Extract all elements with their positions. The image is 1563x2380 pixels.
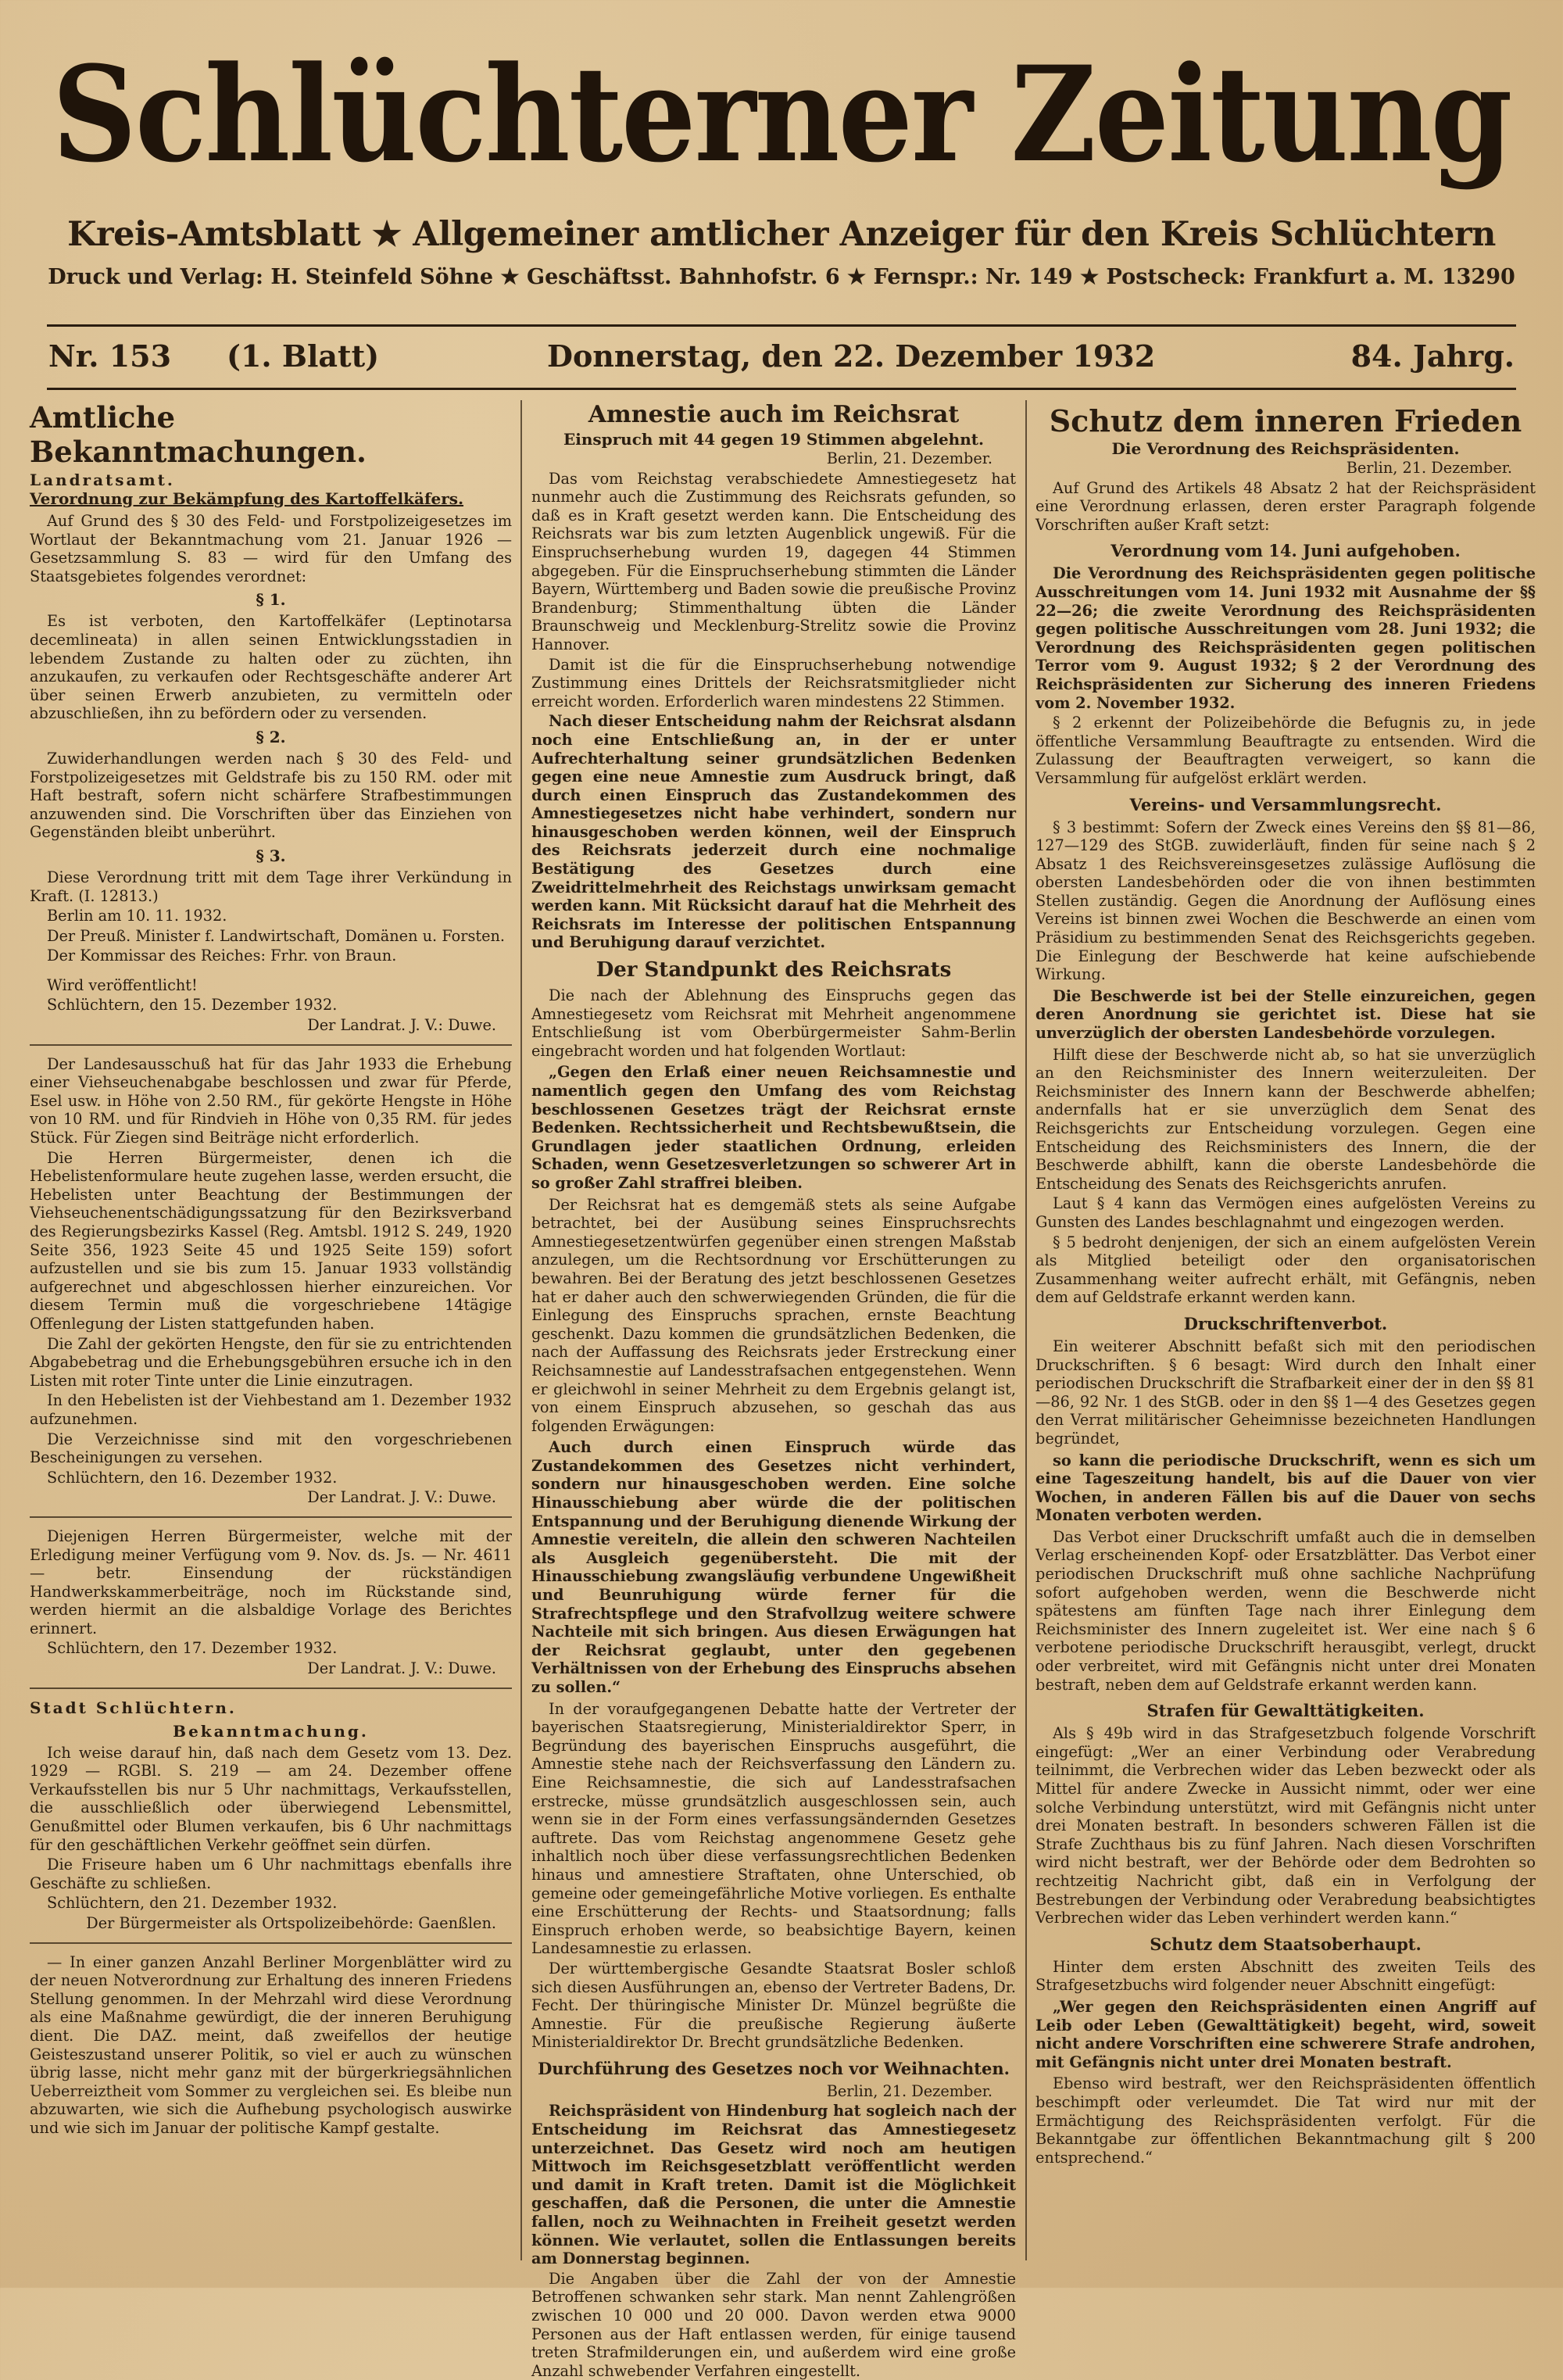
paragraph: Das Verbot einer Druckschrift umfaßt auch die in demselben Verlag erscheinenden Kopf- oder Ersatzblätter. Das Verbot einer periodischen Druckschrift muß ohne sachliche Nachprüfung sofort aufgehoben werden, wenn die Beschwerde nicht spätestens am fünften Tage nach ihrer Einlegung dem Reichsminister des Innern zugeleitet ist. Wer eine nach § 6 verbotene periodische Druckschrift herausgibt, verlegt, druckt oder verbreitet, wird mit Gefängnis nicht unter drei Monaten bestraft, neben dem auf Geldstrafe erkannt werden kann. (1035, 1527, 1536, 1694)
divider (30, 1044, 512, 1046)
paragraph: Damit ist die für die Einspruchserhebung notwendige Zustimmung eines Drittels der Reichsratsmitglieder nicht erreicht worden. Erforderlich waren mindestens 22 Stimmen. (531, 655, 1016, 710)
section-mark: § 1. (256, 590, 286, 610)
issue-number: Nr. 153 (48, 338, 172, 374)
paragraph: Die Zahl der gekörten Hengste, den für sie zu entrichtenden Abgabebetrag und die Erhebungsgebühren ersuche ich in den Listen mit roter Tinte unter die Linie einzutragen. (30, 1334, 512, 1390)
paragraph: In den Hebelisten ist der Viehbestand am 1. Dezember 1932 aufzunehmen. (30, 1391, 512, 1428)
paragraph: Der württembergische Gesandte Staatsrat Bosler schloß sich diesen Ausführungen an, ebenso der Vertreter Badens, Dr. Fecht. Der thüringische Minister Dr. Münzel begrüßte die Amnestie. Für die preußische Regierung äußerte Ministerialdirektor Dr. Brecht grundsätzliche Bedenken. (531, 1959, 1016, 2052)
subheading: Vereins- und Versammlungsrecht. (1129, 794, 1442, 814)
paragraph: Laut § 4 kann das Vermögen eines aufgelösten Vereins zu Gunsten des Landes beschlagnahmt und eingezogen werden. (1035, 1194, 1536, 1231)
ordinance-title: Verordnung zur Bekämpfung des Kartoffelkäfers. (30, 489, 464, 508)
subheading: Schutz dem Staatsoberhaupt. (1150, 1934, 1422, 1954)
section-mark: § 2. (256, 727, 286, 746)
article-dateline: Berlin, 21. Dezember. (1346, 459, 1512, 477)
subheading: Verordnung vom 14. Juni aufgehoben. (1111, 541, 1461, 561)
paragraph: Schlüchtern, den 15. Dezember 1932. (47, 996, 338, 1015)
divider (30, 1942, 512, 1944)
masthead-imprint: Druck und Verlag: H. Steinfeld Söhne ★ Geschäftsst. Bahnhofstr. 6 ★ Fernspr.: Nr. 149 ★ Postscheck: Frankfurt a. M. 13290 (48, 265, 1515, 289)
paragraph: Die Verordnung des Reichspräsidenten gegen politische Ausschreitungen vom 14. Juni 1932 mit Ausnahme der §§ 22—26; die zweite Verordnung des Reichspräsidenten gegen politische Ausschreitungen vom 28. Juni 1932; die Verordnung des Reichspräsidenten gegen politischen Terror vom 9. August 1932; § 2 der Verordnung des Reichspräsidenten zur Sicherung des inneren Friedens vom 2. November 1932. (1035, 564, 1536, 712)
section-mark: § 3. (256, 846, 286, 865)
signature: Der Landrat. J. V.: Duwe. (307, 1016, 496, 1035)
paragraph: Ein weiterer Abschnitt befaßt sich mit den periodischen Druckschriften. § 6 besagt: Wird durch den Inhalt einer periodischen Druckschrift die Strafbarkeit einer der in den §§ 81—86, 92 Nr. 1 des StGB. oder in den §§ 1—4 des Gesetzes gegen den Verrat militärischer Geheimnisse bezeichneten Handlungen begründet, (1035, 1337, 1536, 1448)
paragraph: Diejenigen Herren Bürgermeister, welche mit der Erledigung meiner Verfügung vom 9. Nov. ds. Js. — Nr. 4611 — betr. Einsendung der rückständigen Handwerkskammerbeiträge, noch im Rückstande sind, werden hiermit an die alsbaldige Vorlage des Berichtes erinnert. (30, 1526, 512, 1637)
office-label: Landratsamt. (30, 471, 175, 489)
quote: Die Beschwerde ist bei der Stelle einzureichen, gegen deren Anordnung sie gerichtet ist. Diese hat sie unverzüglich der obersten Landesbehörde vorzulegen. (1035, 986, 1536, 1043)
issue-date: Donnerstag, den 22. Dezember 1932 (547, 338, 1156, 374)
paragraph: Die Friseure haben um 6 Uhr nachmittags ebenfalls ihre Geschäfte zu schließen. (30, 1856, 512, 1892)
subheading: Durchführung des Gesetzes noch vor Weihnachten. (538, 2058, 1010, 2078)
paragraph: Der Reichsrat hat es demgemäß stets als seine Aufgabe betrachtet, bei der Ausübung seines Einspruchsrechts Amnestiegesetzentwürfen gegenüber einen strengen Maßstab anzulegen, um die Rechtsordnung vor Erschütterungen zu bewahren. Bei der Beratung des jetzt beschlossenen Gesetzes hat er daher auch den schwerwiegenden Gründen, die für die Einlegung des Einspruchs sprachen, ernste Beachtung geschenkt. Dazu kommen die grundsätzlichen Bedenken, die nach der Auffassung des Reichsrats jeder Erstreckung einer Reichsamnestie auf Landesstrafsachen entgegenstehen. Wenn er gleichwohl in seiner Mehrheit zu dem Ergebnis gelangt ist, von einem Einspruch abzusehen, so geschah das aus folgenden Erwägungen: (531, 1195, 1016, 1435)
column-rule (1025, 400, 1027, 2260)
subheading: Druckschriftenverbot. (1183, 1313, 1388, 1333)
notice-heading: Bekanntmachung. (173, 1721, 369, 1741)
paragraph: Zuwiderhandlungen werden nach § 30 des Feld- und Forstpolizeigesetzes mit Geldstrafe bis zu 150 RM. oder mit Haft bestraft, sofern nicht schärfere Strafbestimmungen anzuwenden sind. Die Vorschriften über das Einziehen von Gegenständen bleibt unberührt. (30, 749, 512, 842)
paragraph: Die Herren Bürgermeister, denen ich die Hebelistenformulare heute zugehen lasse, werden ersucht, die Hebelisten unter Beachtung der Bestimmungen der Viehseuchenentschädigungssatzung für den Bezirksverband des Regierungsbezirks Kassel (Reg. Amtsbl. 1912 S. 249, 1920 Seite 356, 1923 Seite 45 und 1925 Seite 159) sofort aufzustellen und sie bis zum 15. Januar 1933 vollständig aufgerechnet und abgeschlossen hierher einzureichen. Vor diesem Termin muß die vorgeschriebene 14tägige Offenlegung der Listen stattgefunden haben. (30, 1148, 512, 1333)
paragraph: Ebenso wird bestraft, wer den Reichspräsidenten öffentlich beschimpft oder verleumdet. Die Tat wird nur mit der Ermächtigung des Reichspräsidenten verfolgt. Für die Bekanntgabe zur öffentlichen Bekanntmachung gilt § 200 entsprechend.“ (1035, 2074, 1536, 2167)
divider (30, 1516, 512, 1518)
paragraph: Auf Grund des Artikels 48 Absatz 2 hat der Reichspräsident eine Verordnung erlassen, deren erster Paragraph folgende Vorschriften außer Kraft setzt: (1035, 478, 1536, 534)
newspaper-title: Schlüchterner Zeitung (52, 38, 1511, 192)
paragraph: Der Landesausschuß hat für das Jahr 1933 die Erhebung einer Viehseuchenabgabe beschlossen und zwar für Pferde, Esel usw. in Höhe von 2.50 RM., für gekörte Hengste in Höhe von 10 RM. und für Rindvieh in Höhe von 0,35 RM. für jedes Stück. Für Ziegen sind Beiträge nicht erforderlich. (30, 1054, 512, 1147)
paragraph: Ich weise darauf hin, daß nach dem Gesetz vom 13. Dez. 1929 — RGBl. S. 219 — am 24. Dezember offene Verkaufsstellen bis nur 5 Uhr nachmittags, Verkaufsstellen, die ausschließlich oder überwiegend Lebensmittel, Genußmittel oder Blumen verkaufen, bis 6 Uhr nachmittags für den geschäftlichen Verkehr geöffnet sein dürfen. (30, 1743, 512, 1854)
quote: so kann die periodische Druckschrift, wenn es sich um eine Tageszeitung handelt, bis auf die Dauer von vier Wochen, in anderen Fällen bis auf die Dauer von sechs Monaten verboten werden. (1035, 1451, 1536, 1525)
signature: Der Landrat. J. V.: Duwe. (307, 1488, 496, 1507)
article-headline: Amnestie auch im Reichsrat (588, 401, 960, 428)
signature: Der Bürgermeister als Ortspolizeibehörde: Gaenßlen. (86, 1914, 496, 1932)
article-dateline: Berlin, 21. Dezember. (826, 2081, 993, 2100)
paragraph: Reichspräsident von Hindenburg hat sogleich nach der Entscheidung im Reichsrat das Amnestiegesetz unterzeichnet. Das Gesetz wird noch am heutigen Mittwoch im Reichsgesetzblatt veröffentlicht werden und damit in Kraft treten. Damit ist die Möglichkeit geschaffen, daß die Personen, die unter die Amnestie fallen, noch zu Weihnachten in Freiheit gesetzt werden können. Wie verlautet, sollen die Entlassungen bereits am Donnerstag beginnen. (531, 2102, 1016, 2268)
paragraph: Berlin am 10. 11. 1932. (47, 907, 227, 925)
paragraph: Nach dieser Entscheidung nahm der Reichsrat alsdann noch eine Entschließung an, in der er unter Aufrechterhaltung seiner grundsätzlichen Bedenken gegen eine neue Amnestie zum Ausdruck bringt, daß durch einen Einspruch das Zustandekommen des Amnestiegesetzes nicht habe verhindert, sondern nur hinausgeschoben werden können, weil der Einspruch des Reichsrats jederzeit durch eine nochmalige Bestätigung des Gesetzes durch eine Zweidrittelmehrheit des Reichstags unwirksam gemacht werden kann. Mit Rücksicht darauf hat die Mehrheit des Reichsrats im Interesse der politischen Entspannung und Beruhigung darauf verzichtet. (531, 712, 1016, 952)
column-peace-ordinance (1035, 400, 1536, 2272)
article-headline: Schutz dem inneren Frieden (1049, 403, 1522, 438)
town-heading: Stadt Schlüchtern. (30, 1698, 237, 1717)
paragraph: Diese Verordnung tritt mit dem Tage ihrer Verkündung in Kraft. (I. 12813.) (30, 868, 512, 905)
paragraph: Hilft diese der Beschwerde nicht ab, so hat sie unverzüglich an den Reichsminister des Innern weiterzuleiten. Der Reichsminister des Innern kann der Beschwerde abhelfen; andernfalls hat er sie unverzüglich dem Senat des Reichsgerichts zur Entscheidung vorzulegen. Gegen eine Entscheidung des Reichsministers des Innern, die der Beschwerde abhilft, kann die oberste Landesbehörde die Entscheidung des Senats des Reichsgerichts anrufen. (1035, 1045, 1536, 1193)
volume-year: 84. Jahrg. (1350, 338, 1515, 374)
paragraph: — In einer ganzen Anzahl Berliner Morgenblätter wird zu der neuen Notverordnung zur Erhaltung des inneren Friedens Stellung genommen. In der Mehrzahl wird diese Verordnung als eine Maßnahme gewürdigt, die der inneren Beruhigung dient. Die DAZ. meint, daß zweifellos der heutige Geisteszustand unserer Politik, so viel er auch zu wünschen übrig lasse, nicht mehr ganz mit der bürgerkriegsähnlichen Ueberreiztheit vom Sommer zu vergleichen sei. Es bleibe nun abzuwarten, wie sich die Aufhebung psychologisch auswirke und wie sich im Januar der politische Kampf gestalte. (30, 1952, 512, 2137)
paragraph: Der Kommissar des Reiches: Frhr. von Braun. (47, 947, 397, 965)
paragraph: In der voraufgegangenen Debatte hatte der Vertreter der bayerischen Staatsregierung, Ministerialdirektor Sperr, in Begründung des bayerischen Einspruchs ausgeführt, die Amnestie stehe nach der Reichsverfassung den Ländern zu. Eine Reichsamnestie, die sich auf Landesstrafsachen erstrecke, müsse grundsätzlich ausgeschlossen sein, auch wenn sie in der Form eines verfassungsändernden Gesetzes auftrete. Das vom Reichstag angenommene Gesetz gehe inhaltlich noch über diese verfassungsrechtlichen Bedenken hinaus und amnestiere Straftaten, ohne Unterschied, ob gemeine oder gemeingefährliche Motive vorliegen. Es enthalte eine Erschütterung der Rechts- und Staatsordnung; falls Einspruch erhoben werde, so beabsichtige Bayern, keinen Landesamnestie zu erlassen. (531, 1699, 1016, 1958)
quote: „Wer gegen den Reichspräsidenten einen Angriff auf Leib oder Leben (Gewalttätigkeit) begeht, wird, soweit nicht andere Vorschriften eine schwerere Strafe androhen, mit Gefängnis nicht unter drei Monaten bestraft. (1035, 1997, 1536, 2071)
quote: „Gegen den Erlaß einer neuen Reichsamnestie und namentlich gegen den Umfang des vom Reichstag beschlossenen Gesetzes trägt der Reichsrat ernste Bedenken. Rechtssicherheit und Rechtsbewußtsein, die Grundlagen jeder staatlichen Ordnung, erleiden Schaden, wenn Gesetzesverletzungen so schwerer Art in so großer Zahl straffrei bleiben. (531, 1063, 1016, 1192)
subheading: Strafen für Gewalttätigkeiten. (1146, 1701, 1425, 1721)
paragraph: Schlüchtern, den 16. Dezember 1932. (47, 1468, 338, 1487)
quote: Auch durch einen Einspruch würde das Zustandekommen des Gesetzes nicht verhindert, sondern nur hinausgeschoben werden. Eine solche Hinausschiebung aber würde die der politischen Entspannung und der Beruhigung dienende Wirkung der Amnestie vereiteln, die allein den schweren Nachteilen als Ausgleich gegenübersteht. Die mit der Hinausschiebung zwangsläufig verbundene Ungewißheit und Beunruhigung würde ferner für die Strafrechtspflege und den Strafvollzug weitere schwere Nachteile mit sich bringen. Aus diesen Erwägungen hat der Reichsrat geglaubt, unter den gegebenen Verhältnissen von der Erhebung des Einspruchs absehen zu sollen.“ (531, 1438, 1016, 1696)
paragraph: Hinter dem ersten Abschnitt des zweiten Teils des Strafgesetzbuchs wird folgender neuer Abschnitt eingefügt: (1035, 1957, 1536, 1995)
column-rule (520, 400, 522, 2260)
article-dateline: Berlin, 21. Dezember. (826, 449, 993, 467)
paragraph: Wird veröffentlicht! (47, 975, 198, 994)
article-deck: Die Verordnung des Reichspräsidenten. (1111, 439, 1460, 458)
signature: Der Landrat. J. V.: Duwe. (307, 1659, 496, 1678)
section-heading: Amtliche Bekanntmachungen. (30, 400, 367, 469)
masthead (31, 14, 1532, 292)
subheading: Der Standpunkt des Reichsrats (596, 958, 952, 982)
dateline-bar (47, 324, 1516, 390)
paragraph: § 3 bestimmt: Sofern der Zweck eines Vereins den §§ 81—86, 127—129 des StGB. zuwiderläuft, finden für seine nach § 2 Absatz 1 des Reichsvereinsgesetzes zulässige Auflösung die obersten Landesbehörden oder die von ihnen bestimmten Stellen zuständig. Gegen die Anordnung der Auflösung eines Vereins ist binnen zwei Wochen die Beschwerde an einen vom Präsidium zu bestimmenden Senat des Reichsgerichts gegeben. Die Einlegung der Beschwerde hat keine aufschiebende Wirkung. (1035, 818, 1536, 984)
sheet-label: (1. Blatt) (227, 338, 380, 374)
column-amnesty-article (531, 400, 1016, 2380)
masthead-subtitle: Kreis-Amtsblatt ★ Allgemeiner amtlicher Anzeiger für den Kreis Schlüchtern (67, 215, 1496, 254)
paragraph: Auf Grund des § 30 des Feld- und Forstpolizeigesetzes im Wortlaut der Bekanntmachung vom 21. Januar 1926 — Gesetzsammlung S. 83 — wird für den Umfang des Staatsgebietes folgendes verordnet: (30, 512, 512, 585)
paragraph: § 2 erkennt der Polizeibehörde die Befugnis zu, in jede öffentliche Versammlung Beauftragte zu entsenden. Wird die Zulassung der Beauftragten verweigert, so kann die Versammlung für aufgelöst erklärt werden. (1035, 714, 1536, 787)
paragraph: Es ist verboten, den Kartoffelkäfer (Leptinotarsa decemlineata) in allen seinen Entwicklungsstadien in lebendem Zustande zu halten oder zu züchten, ihn anzukaufen, zu verkaufen oder Rechtsgeschäfte anderer Art über seinen Erwerb anzubieten, zu vermitteln oder abzuschließen, ihn zu befördern oder zu versenden. (30, 612, 512, 723)
paragraph: Als § 49b wird in das Strafgesetzbuch folgende Vorschrift eingefügt: „Wer an einer Verbindung oder Verabredung teilnimmt, die Verbrechen wider das Leben bezweckt oder als Mittel für andere Zwecke in Aussicht nimmt, oder wer eine solche Verbindung unterstützt, wird mit Gefängnis nicht unter drei Monaten bestraft. In besonders schweren Fällen ist die Strafe Zuchthaus bis zu fünf Jahren. Nach diesen Vorschriften wird nicht bestraft, wer der Behörde oder dem Bedrohten so rechtzeitig Nachricht gibt, daß ein in Verfolgung der Bestrebungen der Verbindung oder Verabredung beabsichtigtes Verbrechen wider das Leben verhindert werden kann.“ (1035, 1724, 1536, 1927)
paragraph: Die nach der Ablehnung des Einspruchs gegen das Amnestiegesetz vom Reichsrat mit Mehrheit angenommene Entschließung ist vom Oberbürgermeister Sahm-Berlin eingebracht worden und hat folgenden Wortlaut: (531, 986, 1016, 1060)
paragraph: § 5 bedroht denjenigen, der sich an einem aufgelösten Verein als Mitglied beteiligt oder den organisatorischen Zusammenhang weiter aufrecht erhält, mit Gefängnis, neben dem auf Geldstrafe erkannt werden kann. (1035, 1233, 1536, 1307)
divider (30, 1687, 512, 1689)
paragraph: Die Angaben über die Zahl der von der Amnestie Betroffenen schwanken sehr stark. Man nennt Zahlengrößen zwischen 10 000 und 20 000. Davon werden etwa 9000 Personen aus der Haft entlassen werden, für einige tausend treten Strafmilderungen ein, und außerdem wird eine große Anzahl schwebender Verfahren eingestellt. (531, 2269, 1016, 2380)
paragraph: Schlüchtern, den 17. Dezember 1932. (47, 1639, 338, 1658)
article-deck: Einspruch mit 44 gegen 19 Stimmen abgelehnt. (563, 430, 984, 449)
paragraph: Die Verzeichnisse sind mit den vorgeschriebenen Bescheinigungen zu versehen. (30, 1430, 512, 1467)
paragraph: Schlüchtern, den 21. Dezember 1932. (47, 1894, 338, 1913)
column-official-notices (30, 400, 512, 2272)
paragraph: Der Preuß. Minister f. Landwirtschaft, Domänen u. Forsten. (47, 926, 506, 945)
paragraph: Das vom Reichstag verabschiedete Amnestiegesetz hat nunmehr auch die Zustimmung des Reichsrats gefunden, so daß es in Kraft gesetzt werden kann. Die Entscheidung des Reichsrats war bis zum letzten Augenblick ungewiß. Für die Einspruchserhebung wurden 19, dagegen 44 Stimmen abgegeben. Für die Einspruchserhebung stimmten die Länder Bayern, Württemberg und Baden sowie die preußische Provinz Brandenburg; Stimmenthaltung übten die Länder Braunschweig und Mecklenburg-Strelitz sowie die Provinz Hannover. (531, 469, 1016, 653)
